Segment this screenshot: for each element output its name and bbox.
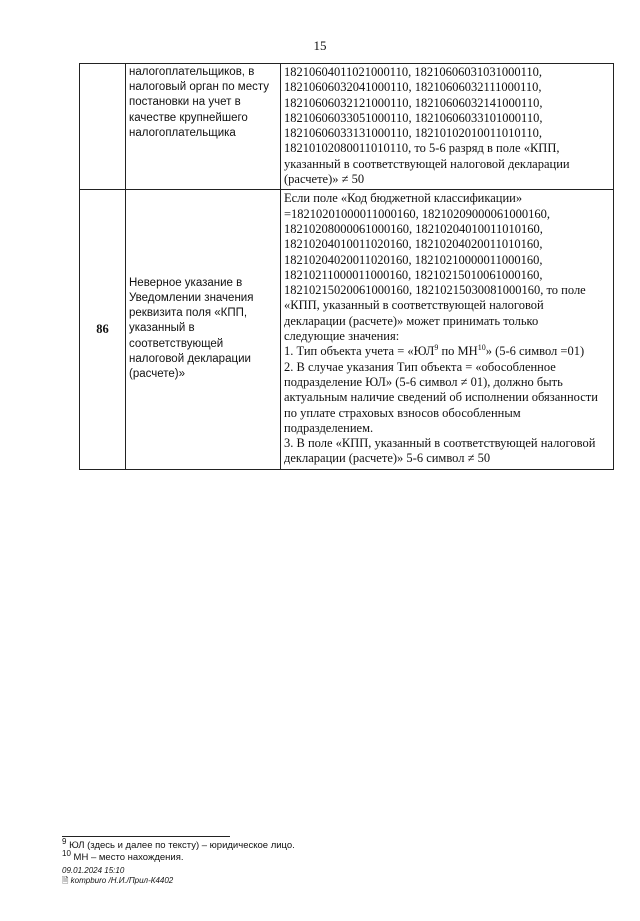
footnotes — [62, 836, 295, 864]
footnote-ref-9: 9 — [434, 343, 439, 353]
condition-line: 18210606033051000110, 18210606033101000110, — [284, 110, 543, 125]
table-row — [80, 64, 614, 190]
document-stamp — [62, 866, 173, 886]
item-1-text: по МН — [438, 344, 478, 359]
condition-item-3: 3. В поле «КПП, указанный в соответствующей налоговой — [284, 436, 596, 451]
condition-item-1 — [284, 344, 610, 359]
row-description: Неверное указание в Уведомлении значения реквизита поля «КПП, указанный в соответствующей налоговой декларации (расчете)» — [126, 190, 281, 469]
condition-line: 18210204020011020160, 18210210000011000160, — [284, 252, 543, 267]
stamp-date: 09.01.2024 15:10 — [62, 866, 125, 875]
footnote-mark: 9 — [62, 836, 67, 846]
stamp-author: kompburo /Н.И./Прил-К4402 — [70, 876, 174, 885]
row-condition — [281, 190, 614, 469]
condition-line: «КПП, указанный в соответствующей налоговой — [284, 298, 544, 313]
condition-line: декларации (расчете)» может принимать только — [284, 313, 539, 328]
condition-line: 18210606033131000110, 18210102010011010110, — [284, 126, 542, 141]
condition-line: 18210606032121000110, 18210606032141000110, — [284, 95, 543, 110]
condition-line: 18210606032041000110, 18210606032111000110, — [284, 80, 542, 95]
condition-line: Если поле «Код бюджетной классификации» — [284, 191, 523, 206]
condition-line: 18210102080011010110, то 5-6 разряд в поле «КПП, — [284, 141, 560, 156]
footnote-divider — [62, 836, 230, 837]
condition-item-2: по уплате страховых взносов обособленным — [284, 405, 521, 420]
condition-line: =18210201000011000160, 18210209000061000160, — [284, 206, 550, 221]
footnote-text: ЮЛ (здесь и далее по тексту) – юридическое лицо. — [66, 840, 295, 851]
item-1-text: 1. Тип объекта учета = «ЮЛ — [284, 344, 435, 359]
footnote-9 — [62, 836, 295, 852]
page-number: 15 — [313, 38, 327, 53]
condition-line: (расчете)» ≠ 50 — [284, 172, 365, 187]
footnote-text: МН – место нахождения. — [70, 852, 184, 863]
condition-item-2: подразделением. — [284, 420, 374, 435]
condition-line: 18210208000061000160, 18210204010011010160, — [284, 221, 543, 236]
table-row — [80, 190, 614, 469]
condition-item-2: подразделение ЮЛ» (5-6 символ ≠ 01), должно быть — [284, 374, 563, 389]
condition-line: указанный в соответствующей налоговой декларации — [284, 156, 570, 171]
row-number: 86 — [80, 190, 126, 469]
footnote-mark: 10 — [62, 848, 71, 858]
row-number — [80, 64, 126, 190]
footnote-10 — [62, 848, 295, 864]
condition-item-3: декларации (расчете)» 5-6 символ ≠ 50 — [284, 451, 491, 466]
condition-line: 18210604011021000110, 18210606031031000110, — [284, 65, 542, 79]
condition-item-2: актуальным наличие сведений об исполнении обязанности — [284, 390, 598, 405]
condition-line: 18210215020061000160, 18210215030081000160, то поле — [284, 283, 586, 298]
validation-rules-table — [79, 63, 614, 470]
stamp-author-line — [62, 876, 173, 886]
footnote-ref-10: 10 — [477, 343, 486, 353]
condition-line: следующие значения: — [284, 329, 400, 344]
item-1-text: » (5-6 символ =01) — [485, 344, 585, 359]
condition-item-2: 2. В случае указания Тип объекта = «обособленное — [284, 359, 556, 374]
row-condition — [281, 64, 614, 190]
row-description: налогоплательщиков, в налоговый орган по месту постановки на учет в качестве крупнейшего налогоплательщика — [126, 64, 281, 190]
condition-line: 18210211000011000160, 18210215010061000160, — [284, 267, 543, 282]
document-icon: 🗎 — [62, 876, 69, 885]
condition-line: 18210204010011020160, 18210204020011010160, — [284, 237, 543, 252]
